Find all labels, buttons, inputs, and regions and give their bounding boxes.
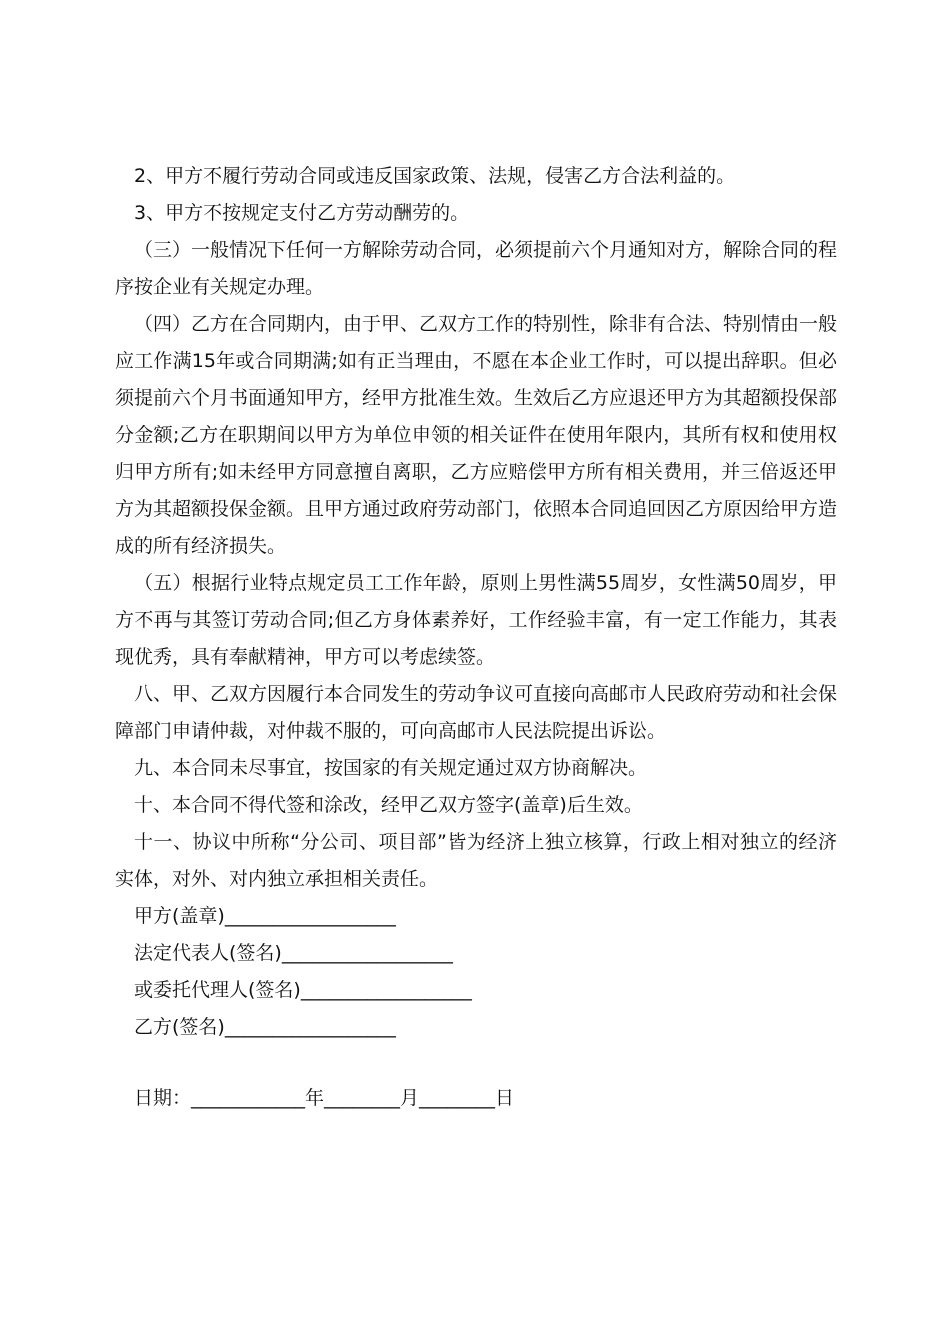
clause-section-3: （三）一般情况下任何一方解除劳动合同，必须提前六个月通知对方，解除合同的程序按企业有关规定办理。: [115, 239, 838, 298]
date-line: 日期：____________年________月________日: [134, 1087, 515, 1109]
clause-2: 2、甲方不履行劳动合同或违反国家政策、法规，侵害乙方合法利益的。: [134, 165, 736, 187]
clause-section-4: （四）乙方在合同期内，由于甲、乙双方工作的特别性，除非有合法、特别情由一般应工作满15年或合同期满;如有正当理由，不愿在本企业工作时，可以提出辞职。但必须提前六个月书面通知甲方，经甲方批准生效。生效后乙方应退还甲方为其超额投保部分金额;乙方在职期间以甲方为单位申领的相关证件在使用年限内，其所有权和使用权归甲方所有;如未经甲方同意擅自离职，乙方应赔偿甲方所有相关费用，并三倍返还甲方为其超额投保金额。且甲方通过政府劳动部门，依照本合同追回因乙方原因给甲方造成的所有经济损失。: [115, 313, 838, 557]
document-body: [115, 158, 837, 1117]
clause-article-8: 八、甲、乙双方因履行本合同发生的劳动争议可直接向高邮市人民政府劳动和社会保障部门申请仲裁，对仲裁不服的，可向高邮市人民法院提出诉讼。: [115, 683, 838, 742]
clause-section-5: （五）根据行业特点规定员工工作年龄，原则上男性满55周岁，女性满50周岁，甲方不再与其签订劳动合同;但乙方身体素养好，工作经验丰富，有一定工作能力，其表现优秀，具有奉献精神，甲方可以考虑续签。: [115, 572, 837, 668]
party-a-seal-line: 甲方(盖章)__________________: [134, 905, 396, 927]
clause-article-10: 十、本合同不得代签和涂改，经甲乙双方签字(盖章)后生效。: [134, 794, 643, 816]
party-b-signature-line: 乙方(签名)__________________: [134, 1016, 396, 1038]
authorized-agent-line: 或委托代理人(签名)__________________: [134, 979, 472, 1001]
clause-article-11: 十一、协议中所称“分公司、项目部”皆为经济上独立核算，行政上相对独立的经济实体，对外、对内独立承担相关责任。: [115, 831, 837, 890]
clause-article-9: 九、本合同未尽事宜，按国家的有关规定通过双方协商解决。: [134, 757, 648, 779]
legal-representative-line: 法定代表人(签名)__________________: [134, 942, 453, 964]
clause-3: 3、甲方不按规定支付乙方劳动酬劳的。: [134, 202, 470, 224]
